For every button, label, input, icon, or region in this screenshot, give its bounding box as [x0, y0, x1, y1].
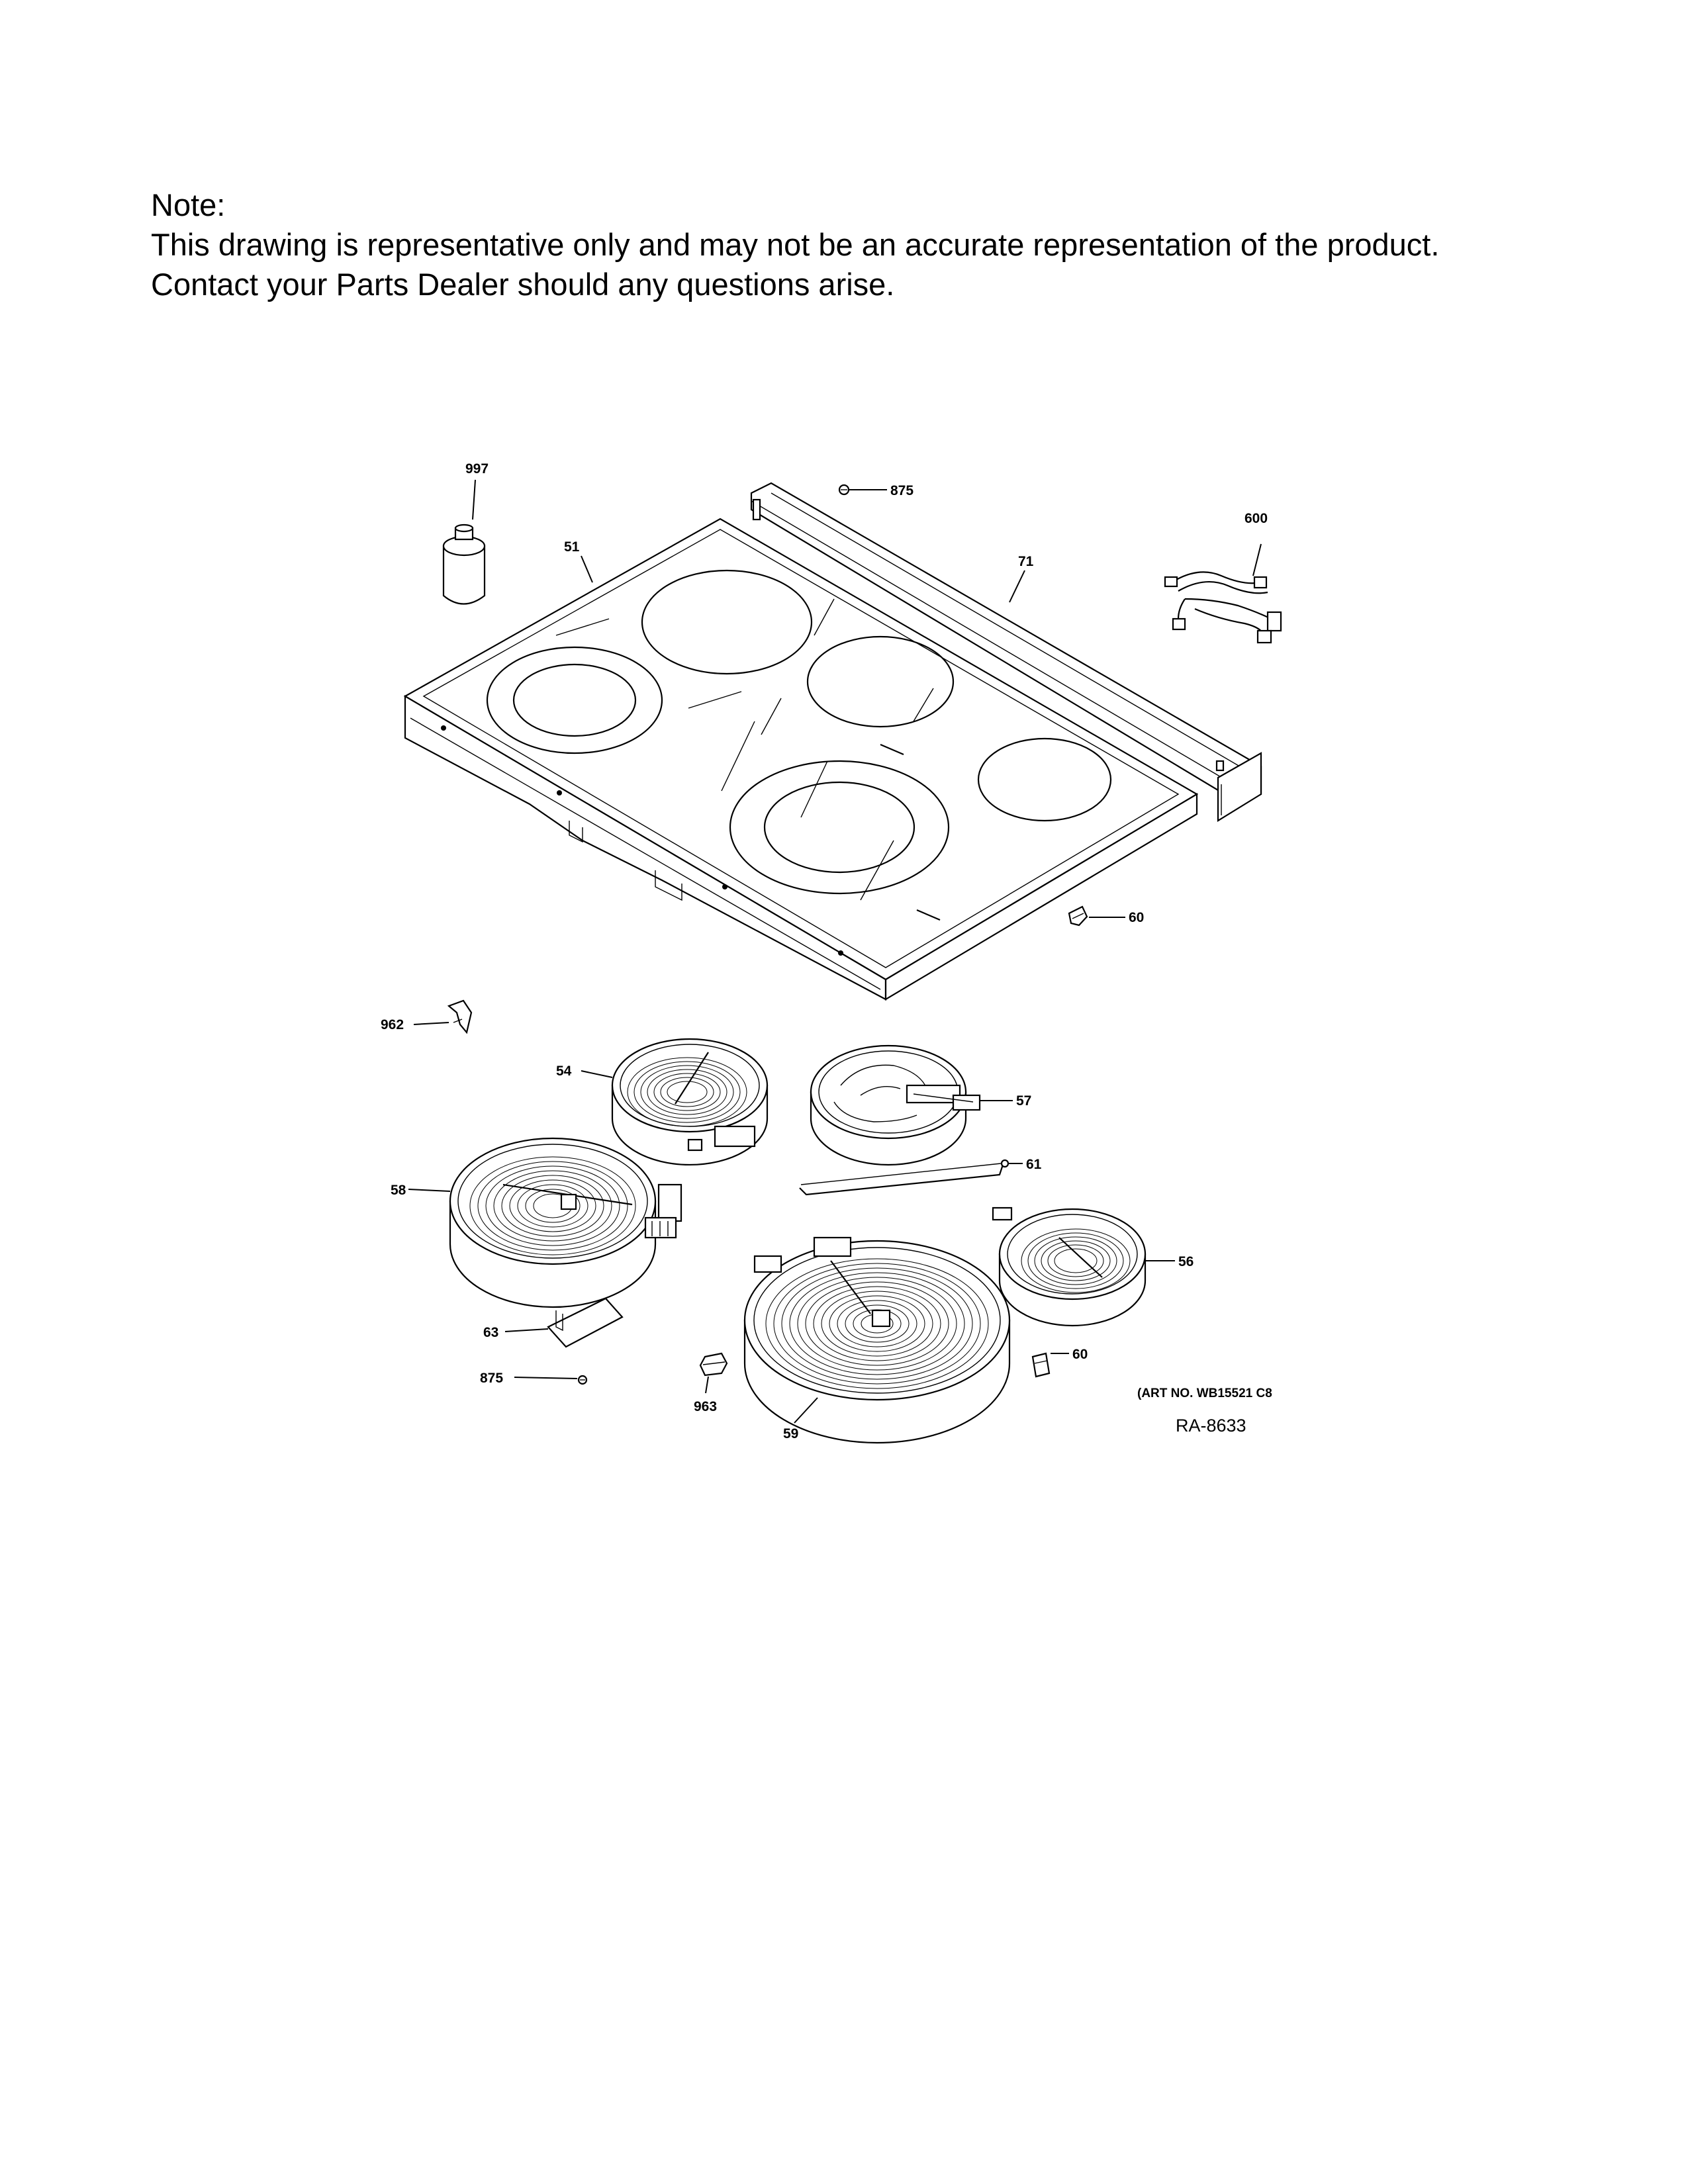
art-number: (ART NO. WB15521 C8: [1137, 1387, 1272, 1400]
part-60-clip-bottom: [1033, 1353, 1049, 1377]
part-875-screw-bottom: [579, 1376, 586, 1384]
part-962-bracket: [449, 1001, 471, 1032]
part-61-rod: [800, 1160, 1008, 1195]
callout-57: 57: [1016, 1093, 1032, 1109]
callout-54: 54: [556, 1064, 572, 1079]
callout-963: 963: [694, 1399, 718, 1414]
callout-59: 59: [783, 1426, 799, 1441]
callout-58: 58: [391, 1183, 406, 1198]
callout-997: 997: [465, 461, 489, 477]
part-875-screw-top: [839, 485, 849, 494]
callout-962: 962: [381, 1017, 404, 1032]
note-heading: Note:: [151, 187, 226, 222]
callout-56: 56: [1178, 1254, 1194, 1269]
callout-875-top: 875: [890, 483, 914, 498]
callout-71: 71: [1018, 554, 1034, 569]
part-56-radiant-element: [993, 1208, 1145, 1326]
drawing-reference: RA-8633: [1176, 1416, 1246, 1435]
part-59-radiant-element: [745, 1238, 1009, 1443]
note-line-1: This drawing is representative only and may not be an accurate representation of the product.: [151, 227, 1440, 262]
part-58-radiant-element: [450, 1138, 681, 1307]
part-51-glass-cooktop: [405, 519, 1197, 999]
callout-875-bottom: 875: [480, 1371, 504, 1386]
part-57-radiant-element: [811, 1046, 980, 1165]
callout-60-bottom: 60: [1072, 1347, 1088, 1362]
note-line-2: Contact your Parts Dealer should any questions arise.: [151, 267, 895, 302]
callout-51: 51: [564, 539, 580, 555]
part-997-cleaner-bottle: [444, 525, 485, 604]
callout-61: 61: [1026, 1157, 1042, 1172]
callout-63: 63: [483, 1325, 499, 1340]
part-54-radiant-element: [612, 1039, 767, 1165]
callout-600: 600: [1244, 511, 1268, 526]
part-60-clip-top: [1069, 907, 1087, 925]
part-963-clip: [700, 1353, 727, 1375]
part-600-wire-harness: [1165, 572, 1281, 643]
callout-60-top: 60: [1129, 910, 1145, 925]
